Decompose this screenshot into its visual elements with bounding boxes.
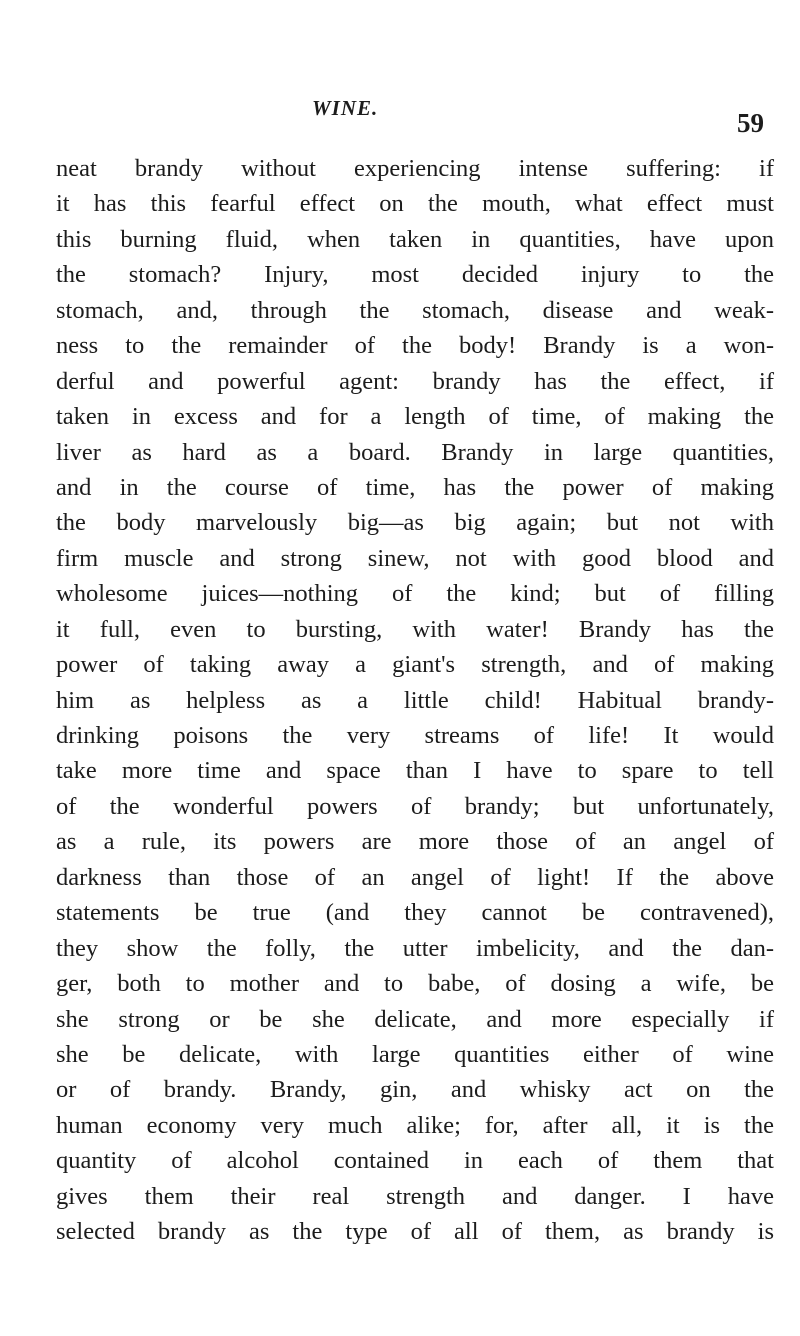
text-line: of the wonderful powers of brandy; but unfortunately, — [56, 792, 774, 820]
text-line: wholesome juices—nothing of the kind; but of filling — [56, 580, 774, 608]
text-line: take more time and space than I have to spare to tell — [56, 757, 774, 785]
text-line: quantity of alcohol contained in each of them that — [56, 1147, 774, 1175]
text-line: ger, both to mother and to babe, of dosing a wife, be — [56, 970, 774, 998]
text-line: the body marvelously big—as big again; but not with — [56, 509, 774, 537]
text-line: she be delicate, with large quantities either of wine — [56, 1040, 774, 1068]
text-line: it full, even to bursting, with water! Brandy has the — [56, 615, 774, 643]
text-line: stomach, and, through the stomach, disease and weak- — [56, 296, 774, 324]
text-line: gives them their real strength and danger. I have — [56, 1182, 774, 1210]
page-number: 59 — [737, 108, 764, 138]
text-line: or of brandy. Brandy, gin, and whisky act on the — [56, 1076, 774, 1104]
body-text — [56, 151, 796, 1250]
text-line: taken in excess and for a length of time, of making the — [56, 403, 774, 431]
running-title: WINE. — [312, 96, 379, 120]
text-line: selected brandy as the type of all of them, as brandy is — [56, 1218, 774, 1246]
text-line: statements be true (and they cannot be contravened), — [56, 899, 774, 927]
text-line: ness to the remainder of the body! Brandy is a won- — [56, 332, 774, 360]
text-line: she strong or be she delicate, and more especially if — [56, 1005, 774, 1033]
text-line: this burning fluid, when taken in quantities, have upon — [56, 225, 774, 253]
text-line: and in the course of time, has the power of making — [56, 473, 774, 501]
text-line: the stomach? Injury, most decided injury to the — [56, 261, 774, 289]
text-line: liver as hard as a board. Brandy in large quantities, — [56, 438, 774, 466]
text-line: him as helpless as a little child! Habitual brandy- — [56, 686, 774, 714]
text-line: human economy very much alike; for, after all, it is the — [56, 1111, 774, 1139]
text-line: as a rule, its powers are more those of an angel of — [56, 828, 774, 856]
text-line: drinking poisons the very streams of life! It would — [56, 722, 774, 749]
text-line: derful and powerful agent: brandy has the effect, if — [56, 367, 774, 395]
text-line: firm muscle and strong sinew, not with good blood and — [56, 544, 774, 572]
running-head — [0, 96, 800, 136]
text-line: it has this fearful effect on the mouth, what effect must — [56, 190, 774, 218]
text-line: power of taking away a giant's strength, and of making — [56, 651, 774, 679]
text-line: darkness than those of an angel of light! If the above — [56, 863, 774, 891]
text-line: neat brandy without experiencing intense suffering: if — [56, 155, 774, 182]
text-line: they show the folly, the utter imbelicity, and the dan- — [56, 934, 774, 962]
